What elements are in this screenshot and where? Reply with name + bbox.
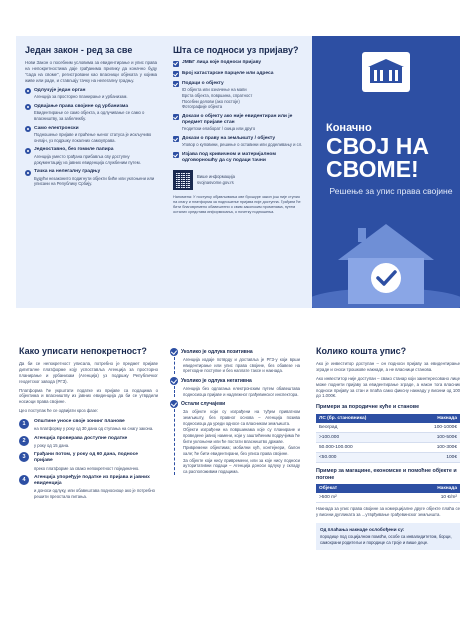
requirement-desc: Уговор о куповини, решење о оставини или доделивању и сл.: [182, 142, 303, 148]
other-case-item: Објекти изграђени на површинама које су планиране и проведене јавној намени, који у заштићеним подручјима ће бити уклоњени или ће постати власништво државе.: [183, 427, 300, 444]
step-body: [34, 419, 153, 432]
step-item: [19, 436, 158, 449]
requirement-title: Број катастарске парцеле или адреса: [182, 70, 274, 76]
checkbox-icon: [173, 114, 179, 120]
how-heading: Како уписати непокретност?: [19, 346, 147, 356]
checkbox-icon: [173, 81, 179, 87]
step-desc: у року од 15 дана.: [34, 442, 70, 448]
step-desc: преко платформе за свако непокретност појединачно.: [34, 465, 140, 471]
decisions-column: [170, 338, 304, 635]
step-body: [34, 436, 127, 449]
requirement-title: Подаци о објекту: [182, 80, 224, 86]
other-cases-title: Остали случајеви: [181, 401, 226, 408]
qr-block: [173, 170, 305, 190]
table-row: [316, 432, 460, 442]
cover-subtitle: Решење за упис права својине: [329, 186, 453, 196]
requirement-title: Изјава под кривичном и материјалном одговорношћу да су подаци тачни: [182, 151, 276, 163]
leaflet-cover: [312, 36, 460, 308]
step-number: 1: [19, 419, 29, 429]
step-body: [34, 475, 158, 500]
qr-text: Више информација svojnasvome.gov.rs: [197, 174, 235, 186]
requirement-title: ЈМБГ лица које подноси пријаву: [182, 60, 262, 66]
requirement-title-row: [173, 114, 305, 126]
requirement-item: [173, 152, 305, 164]
table-cell: >100.000: [316, 432, 409, 442]
law-bullet-desc: Агенција за просторно планирање и урбанизам.: [34, 94, 128, 100]
law-bullet: [25, 126, 157, 144]
requirement-title-row: [173, 71, 305, 77]
costs-p3: Накнада за упис права својине за комерцијалне друге објекте плаћа се у висини дупликата за ...утврђивање грађевинског земљишта.: [316, 506, 460, 518]
law-bullet-title: Само електронски: [34, 125, 79, 131]
costs-heading: Колико кошта упис?: [316, 346, 407, 356]
step-body: [34, 452, 158, 471]
table-row: [316, 452, 460, 462]
checkbox-icon: [173, 61, 179, 67]
law-intro: Нови Закон о посебним условима за евидентирање и упис права на непокретностима даје грађанима прилику да коначно буду "сада на своме", регистровани као власници објеката у којима живе или раде, и стављају тачку на нелегалну градњу.: [25, 60, 157, 83]
checkbox-icon: [173, 152, 179, 158]
step-number: 4: [19, 475, 29, 485]
law-bullet-list: [25, 88, 157, 188]
bullet-dot-icon: [25, 170, 31, 176]
positive-decision-title: Уколико је одлука позитивна: [181, 349, 253, 355]
step-item: [19, 452, 158, 471]
leaflet-inside: [16, 338, 460, 635]
coat-of-arms-logo: [362, 52, 410, 92]
exemption-title: Од плаћања накнаде ослобођени су:: [320, 526, 405, 532]
bullet-dot-icon: [25, 88, 31, 94]
law-bullet: [25, 147, 157, 165]
steps-list: [19, 419, 158, 500]
law-bullet-desc: Евидентирање се само објекта, а одлучивање се само о власништву, за забележбу.: [34, 110, 145, 121]
other-cases-list: [174, 409, 300, 474]
house-checkmark-illustration: [312, 198, 460, 308]
leaflet-column-requirements: [164, 36, 312, 308]
requirement-item: [173, 136, 305, 148]
how-intro-2: Платформа ће укрштати податке из пријаве са подацима о објектима и власништву из јавних евиденција да би се утврдили носиоци права својине.: [19, 387, 158, 405]
costs-p1: Ако је инвеститор доступан – он подноси пријаву за евидентирање зграде и сноси трошкове накнаде, а не власници станова.: [316, 361, 460, 373]
check-circle-icon: [170, 377, 178, 385]
step-title: Агенција упоређује податке из пријава и јавних евиденција: [34, 475, 150, 487]
requirements-heading: Шта се подноси уз пријаву?: [173, 45, 299, 55]
check-circle-icon: [170, 400, 178, 408]
bullet-dot-icon: [25, 126, 31, 132]
law-bullet: [25, 104, 157, 122]
other-case-item: За објекте који су изграђени на туђем приватном земљишту, без правног основа – Агенција позива подносиоца да уреди односе са власником земљишта.: [183, 409, 300, 426]
law-bullet: [25, 169, 157, 187]
requirement-title: Докази о објекту ако није евидентиран или је предмет пријаве стан: [182, 113, 293, 126]
law-bullet-desc: Агенција уместо грађана прибавља сву доступну документацију из јавних евиденција службеним путем.: [34, 153, 141, 165]
table-cell: 100-500€: [409, 432, 460, 442]
table-cell: 100-300€: [409, 442, 460, 452]
requirement-item: [173, 81, 305, 110]
table-row: [316, 493, 460, 503]
cover-kicker: Коначно: [326, 122, 372, 134]
requirement-title-row: [173, 60, 305, 66]
requirement-title-row: [173, 152, 305, 164]
disclaimer-note: Напомена: У поступку објављивања ове брошуре закон још није ступио на снагу и платформа за подношење пријава није доступна. Грађани ће бити благовремено обавештени о свим законским променама, путем осталих средстава информисања, о почетку подношења.: [173, 195, 301, 215]
requirement-title: Докази о праву на земљишту / објекту: [182, 135, 276, 141]
step-item: [19, 419, 158, 432]
table-row: [316, 442, 460, 452]
exemption-text: породице под социјалном помоћи, особе са инвалидитетом, борци, самохрани родитељи и породице са троје и више деце.: [320, 534, 452, 545]
table-cell: 50.000-100.000: [316, 442, 409, 452]
table-cell: >500 m²: [316, 493, 386, 503]
table-cell: 100-1000€: [409, 423, 460, 433]
table2-title: Пример за магацине, економске и помоћне објекте и погоне: [316, 467, 457, 481]
law-heading: Један закон - ред за све: [25, 45, 133, 55]
bullet-dot-icon: [25, 148, 31, 154]
law-bullet: [25, 88, 157, 100]
requirement-item: [173, 60, 305, 66]
table-row: [316, 423, 460, 433]
requirement-desc: Геодетски елаборат / скица или друго: [182, 126, 256, 132]
costs-p2: Ако инвеститор није доступан – свако станар који заинтересовано лице може поднети пријаву за евидентирање зграде, а након тога власник подноси пријаву за стан и плаћа само фиксну накнаду у висини од 100 до 1.000€.: [316, 375, 460, 399]
law-bullet-desc: Будући незаконито подигнути објекти биће или уклоњени или уписани на Републику Србију.: [34, 175, 155, 187]
positive-decision-title-row: [170, 348, 300, 356]
leaflet-outside: [16, 36, 460, 308]
table1-header-fee: Накнада: [409, 414, 460, 423]
requirement-desc: ID објекта или означење на мапи Врста објекта, површина, спратност Посебни делови (ако постоје) Фотографије објекта: [182, 87, 253, 110]
qr-code-icon[interactable]: [173, 170, 193, 190]
table-cell: 10 €/m²: [386, 493, 460, 503]
negative-decision-title: Уколико је одлука негативна: [181, 378, 252, 385]
step-desc: на платформу у року од 30 дана од ступања на снагу закона.: [34, 425, 154, 431]
table2-header-fee: Накнада: [386, 484, 460, 493]
check-circle-icon: [170, 348, 178, 356]
step-desc: и доноси одлуку, или обавештава подносиоце ако је потребно решити преостала питања.: [34, 488, 155, 500]
table-cell: <50.000: [316, 452, 409, 462]
requirement-item: [173, 71, 305, 77]
requirement-item: [173, 114, 305, 132]
step-item: [19, 475, 158, 500]
law-bullet-desc: Подношење пријаве и праћење њеног статуса је искључиво онлајн, уз подршку локалних самоуправа.: [34, 132, 152, 143]
how-intro: Да би се непокретност уписала, потребно је предмет пријаве дигиталне платформе коју успоставља Агенција за просторно планирање и урбанизам (Агенција) уз подршку Републичког геодетског завода (РГЗ).: [19, 361, 158, 384]
how-lead: Цео поступак ће се одвијати кроз фазе:: [19, 407, 99, 413]
table1-header-municipality: ЛС (бр. становника): [316, 414, 409, 423]
checkbox-icon: [173, 71, 179, 77]
checkbox-icon: [173, 136, 179, 142]
step-title: Општине уносе своје зонинг планове: [34, 418, 125, 424]
table-cell: Београд: [316, 423, 409, 433]
table1-title: Примери за породичне куће и станове: [316, 404, 420, 411]
building-icon: [366, 57, 406, 87]
law-bullet-title: Одвајање права својине од урбанизма: [34, 103, 129, 109]
positive-decision-text: Агенција издаје потврду и доставља је РГЗ-у који врши евидентирање или упис права својине, без обавезе на претходне поступке и без наплате таксе и накнада.: [183, 357, 300, 374]
fee-table-commercial: [316, 484, 460, 503]
requirements-list: [173, 60, 305, 164]
leaflet-column-law: [16, 36, 164, 308]
law-bullet-title: Одлучује један орган: [34, 87, 86, 93]
step-number: 3: [19, 452, 29, 462]
other-case-item: Привремени објектима; мобилни кућ, контејнери, балон хале; ће бити евидентирани, без уписа права својине.: [183, 445, 300, 457]
negative-decision-text: Агенција без одлагања електронским путем обавештава подносиоца пријаве и надлежног грађевинског инспектора.: [183, 386, 300, 397]
other-cases-title-row: [170, 400, 300, 408]
law-bullet-title: Тачка на нелегалну градњу: [34, 169, 101, 175]
table-cell: 100€: [409, 452, 460, 462]
negative-decision-title-row: [170, 377, 300, 385]
step-title: Агенција проверава доступне податке: [34, 435, 128, 441]
step-title: Грађани потом, у року од 60 дана, подносе пријаве: [34, 452, 139, 464]
cover-title: СВОЈ НА СВОМЕ!: [326, 133, 429, 182]
step-number: 2: [19, 436, 29, 446]
how-to-register-column: [16, 338, 164, 635]
other-case-item: За објекте који нису привремени, или за које нису подноси ауторитативни подаци – Агенција доноси одлуку у складу са расположивим подацима.: [183, 457, 300, 475]
exemption-box: [316, 523, 460, 550]
table2-header-object: Објекат: [316, 484, 386, 493]
costs-column: [312, 338, 460, 635]
fee-table-residential: [316, 414, 460, 463]
law-bullet-title: Једноставно, без гомиле папира: [34, 147, 114, 153]
